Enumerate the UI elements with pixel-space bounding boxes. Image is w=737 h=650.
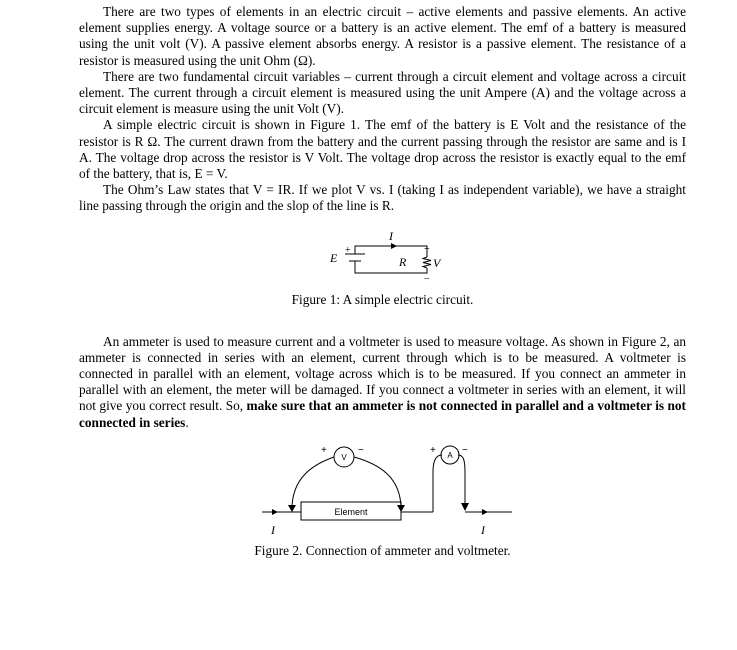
- ammeter-minus: −: [462, 444, 468, 456]
- voltmeter-right-lead: [354, 457, 401, 509]
- ammeter-left-lead: [433, 455, 442, 512]
- voltmeter-left-lead: [292, 457, 334, 509]
- figure-2-caption: Figure 2. Connection of ammeter and voltmeter.: [254, 542, 511, 558]
- voltmeter-right-arrow: [397, 505, 405, 512]
- circuit-wire-bottom: [355, 261, 427, 273]
- simple-circuit-diagram: [79, 223, 686, 293]
- paragraph-5: [79, 334, 686, 431]
- current-arrow-right: [482, 509, 488, 515]
- document-page: [79, 0, 686, 559]
- figure-1: [79, 223, 686, 293]
- paragraph-2: There are two fundamental circuit variables – current through a circuit element and voltage across a circuit element. The current through a circuit element is measured using the unit Ampere (A) and the voltage across a circuit element is measure using the unit Volt (V).: [79, 68, 686, 117]
- paragraph-5-bold: make sure that an ammeter is not connected in parallel and a voltmeter is not connected in series: [79, 398, 686, 430]
- paragraph-5-end: .: [185, 414, 189, 430]
- battery-plus: +: [345, 244, 351, 256]
- figure-1-caption: Figure 1: A simple electric circuit.: [291, 291, 474, 307]
- paragraph-5-text: An ammeter is used to measure current and a voltmeter is used to measure voltage. As shown in Figure 2, an ammeter is connected in series with an element, current through which is to be measured. A voltmeter is connected in parallel with an element, voltage across which is to be measured. If you connect an ammeter in parallel with an element, the meter will be damaged. If you connect a voltmeter in series with an element, it will not give you correct result. So,: [79, 333, 686, 414]
- current-arrow: [391, 243, 397, 249]
- resistor-zigzag: [423, 257, 431, 268]
- label-R: R: [399, 254, 407, 269]
- current-label-right: I: [481, 522, 485, 537]
- figure-2: [79, 439, 686, 543]
- voltmeter-left-arrow: [288, 505, 296, 512]
- label-E: E: [330, 250, 338, 265]
- ammeter-plus: +: [430, 444, 436, 456]
- ammeter-arrow: [461, 503, 469, 511]
- element-label: Element: [334, 506, 368, 517]
- current-label-left: I: [271, 522, 275, 537]
- current-arrow-left: [272, 509, 278, 515]
- voltmeter-minus: −: [358, 444, 364, 456]
- paragraph-1: There are two types of elements in an electric circuit – active elements and passive elements. An active element supplies energy. A voltage source or a battery is an active element. The emf of a battery is measured using the unit volt (V). A passive element absorbs energy. A resistor is a passive element. The resistance of a resistor is measured using the unit Ohm (Ω).: [79, 4, 686, 68]
- label-V: V: [433, 255, 441, 270]
- resistor-minus: −: [424, 273, 430, 285]
- voltmeter-plus: +: [321, 444, 327, 456]
- meter-connection-diagram: [79, 439, 686, 543]
- label-I: I: [389, 228, 393, 243]
- ammeter-label: A: [447, 450, 453, 460]
- ammeter-right-lead: [458, 455, 465, 510]
- paragraph-4: The Ohm’s Law states that V = IR. If we plot V vs. I (taking I as independent variable), we have a straight line passing through the origin and the slop of the line is R.: [79, 182, 686, 214]
- resistor-plus: +: [424, 243, 430, 255]
- voltmeter-label: V: [341, 452, 347, 462]
- paragraph-3: A simple electric circuit is shown in Figure 1. The emf of the battery is E Volt and the resistance of the resistor is R Ω. The current drawn from the battery and the current passing through the resistor are same and is I A. The voltage drop across the resistor is V Volt. The voltage drop across the resistor is exactly equal to the emf of the battery, that is, E = V.: [79, 117, 686, 182]
